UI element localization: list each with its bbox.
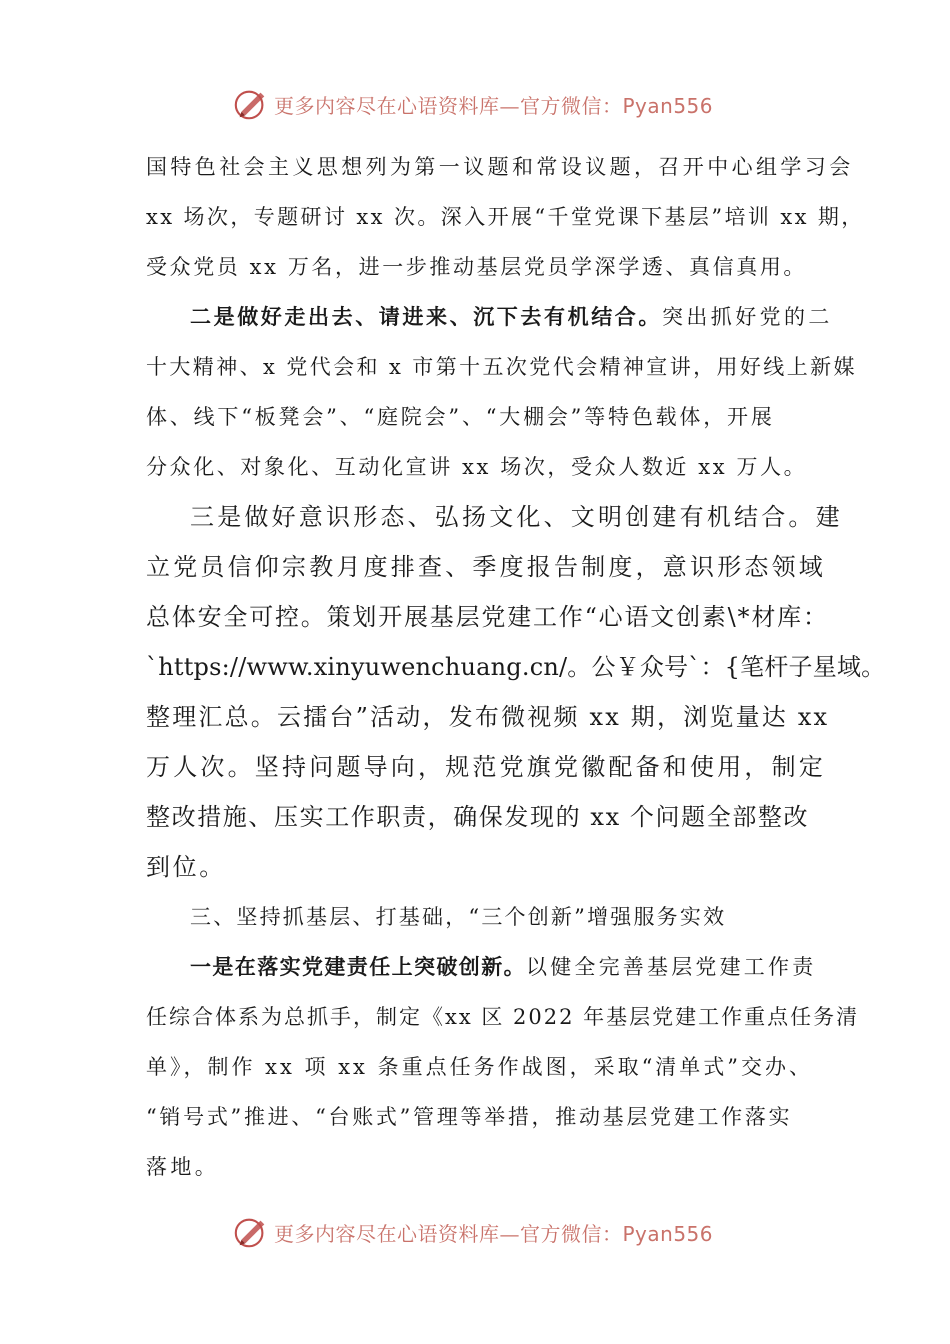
footer-banner [232, 1212, 713, 1252]
bold-lead: 二是做好走出去、请进来、沉下去有机结合。 [190, 304, 662, 329]
section-heading: 三、坚持抓基层、打基础，“三个创新”增强服务实效 [190, 905, 727, 929]
text-line: “销号式”推进、“台账式”管理等举措，推动基层党建工作落实 [146, 1105, 793, 1129]
text-line: 总体安全可控。策划开展基层党建工作“心语文创素\*材库： [146, 603, 829, 631]
bold-lead: 一是在落实党建责任上突破创新。 [190, 954, 526, 979]
text-line: 国特色社会主义思想列为第一议题和常设议题，召开中心组学习会 [146, 155, 854, 179]
text-line: 落地。 [146, 1155, 220, 1179]
header-banner [232, 84, 713, 124]
paragraph-first-line: 二是做好走出去、请进来、沉下去有机结合。突出抓好党的二 [190, 304, 833, 329]
text-line: 三是做好意识形态、弘扬文化、文明创建有机结合。建 [190, 503, 843, 531]
text-line: 分众化、对象化、互动化宣讲 xx 场次，受众人数近 xx 万人。 [146, 455, 808, 479]
text-line: 十大精神、x 党代会和 x 市第十五次党代会精神宣讲，用好线上新媒 [146, 355, 857, 379]
text-line: 整改措施、压实工作职责，确保发现的 xx 个问题全部整改 [146, 803, 810, 831]
pen-logo-icon [232, 85, 270, 123]
text-line: 体、线下“板凳会”、“庭院会”、“大棚会”等特色载体，开展 [146, 405, 775, 429]
header-banner-text: 更多内容尽在心语资料库—官方微信：Pyan556 [274, 93, 714, 118]
text-line: `https://www.xinyuwenchuang.cn/。公￥众号`：{笔杆子星域。 [146, 653, 886, 681]
text-line: 万人次。坚持问题导向，规范党旗党徽配备和使用，制定 [146, 753, 826, 781]
text-line: 受众党员 xx 万名，进一步推动基层党员学深学透、真信真用。 [146, 255, 808, 279]
pen-logo-icon [232, 1213, 270, 1251]
text-line: xx 场次，专题研讨 xx 次。深入开展“千堂党课下基层”培训 xx 期， [146, 205, 865, 229]
text-line: 立党员信仰宗教月度排查、季度报告制度，意识形态领域 [146, 553, 826, 581]
paragraph-first-line: 一是在落实党建责任上突破创新。以健全完善基层党建工作责 [190, 954, 817, 979]
text-line: 到位。 [146, 853, 226, 881]
text-line: 整理汇总。云擂台”活动，发布微视频 xx 期，浏览量达 xx [146, 703, 830, 731]
text-line: 任综合体系为总抓手，制定《xx 区 2022 年基层党建工作重点任务清 [146, 1005, 860, 1029]
footer-banner-text: 更多内容尽在心语资料库—官方微信：Pyan556 [274, 1221, 714, 1246]
text-line: 单》，制作 xx 项 xx 条重点任务作战图，采取“清单式”交办、 [146, 1055, 814, 1079]
